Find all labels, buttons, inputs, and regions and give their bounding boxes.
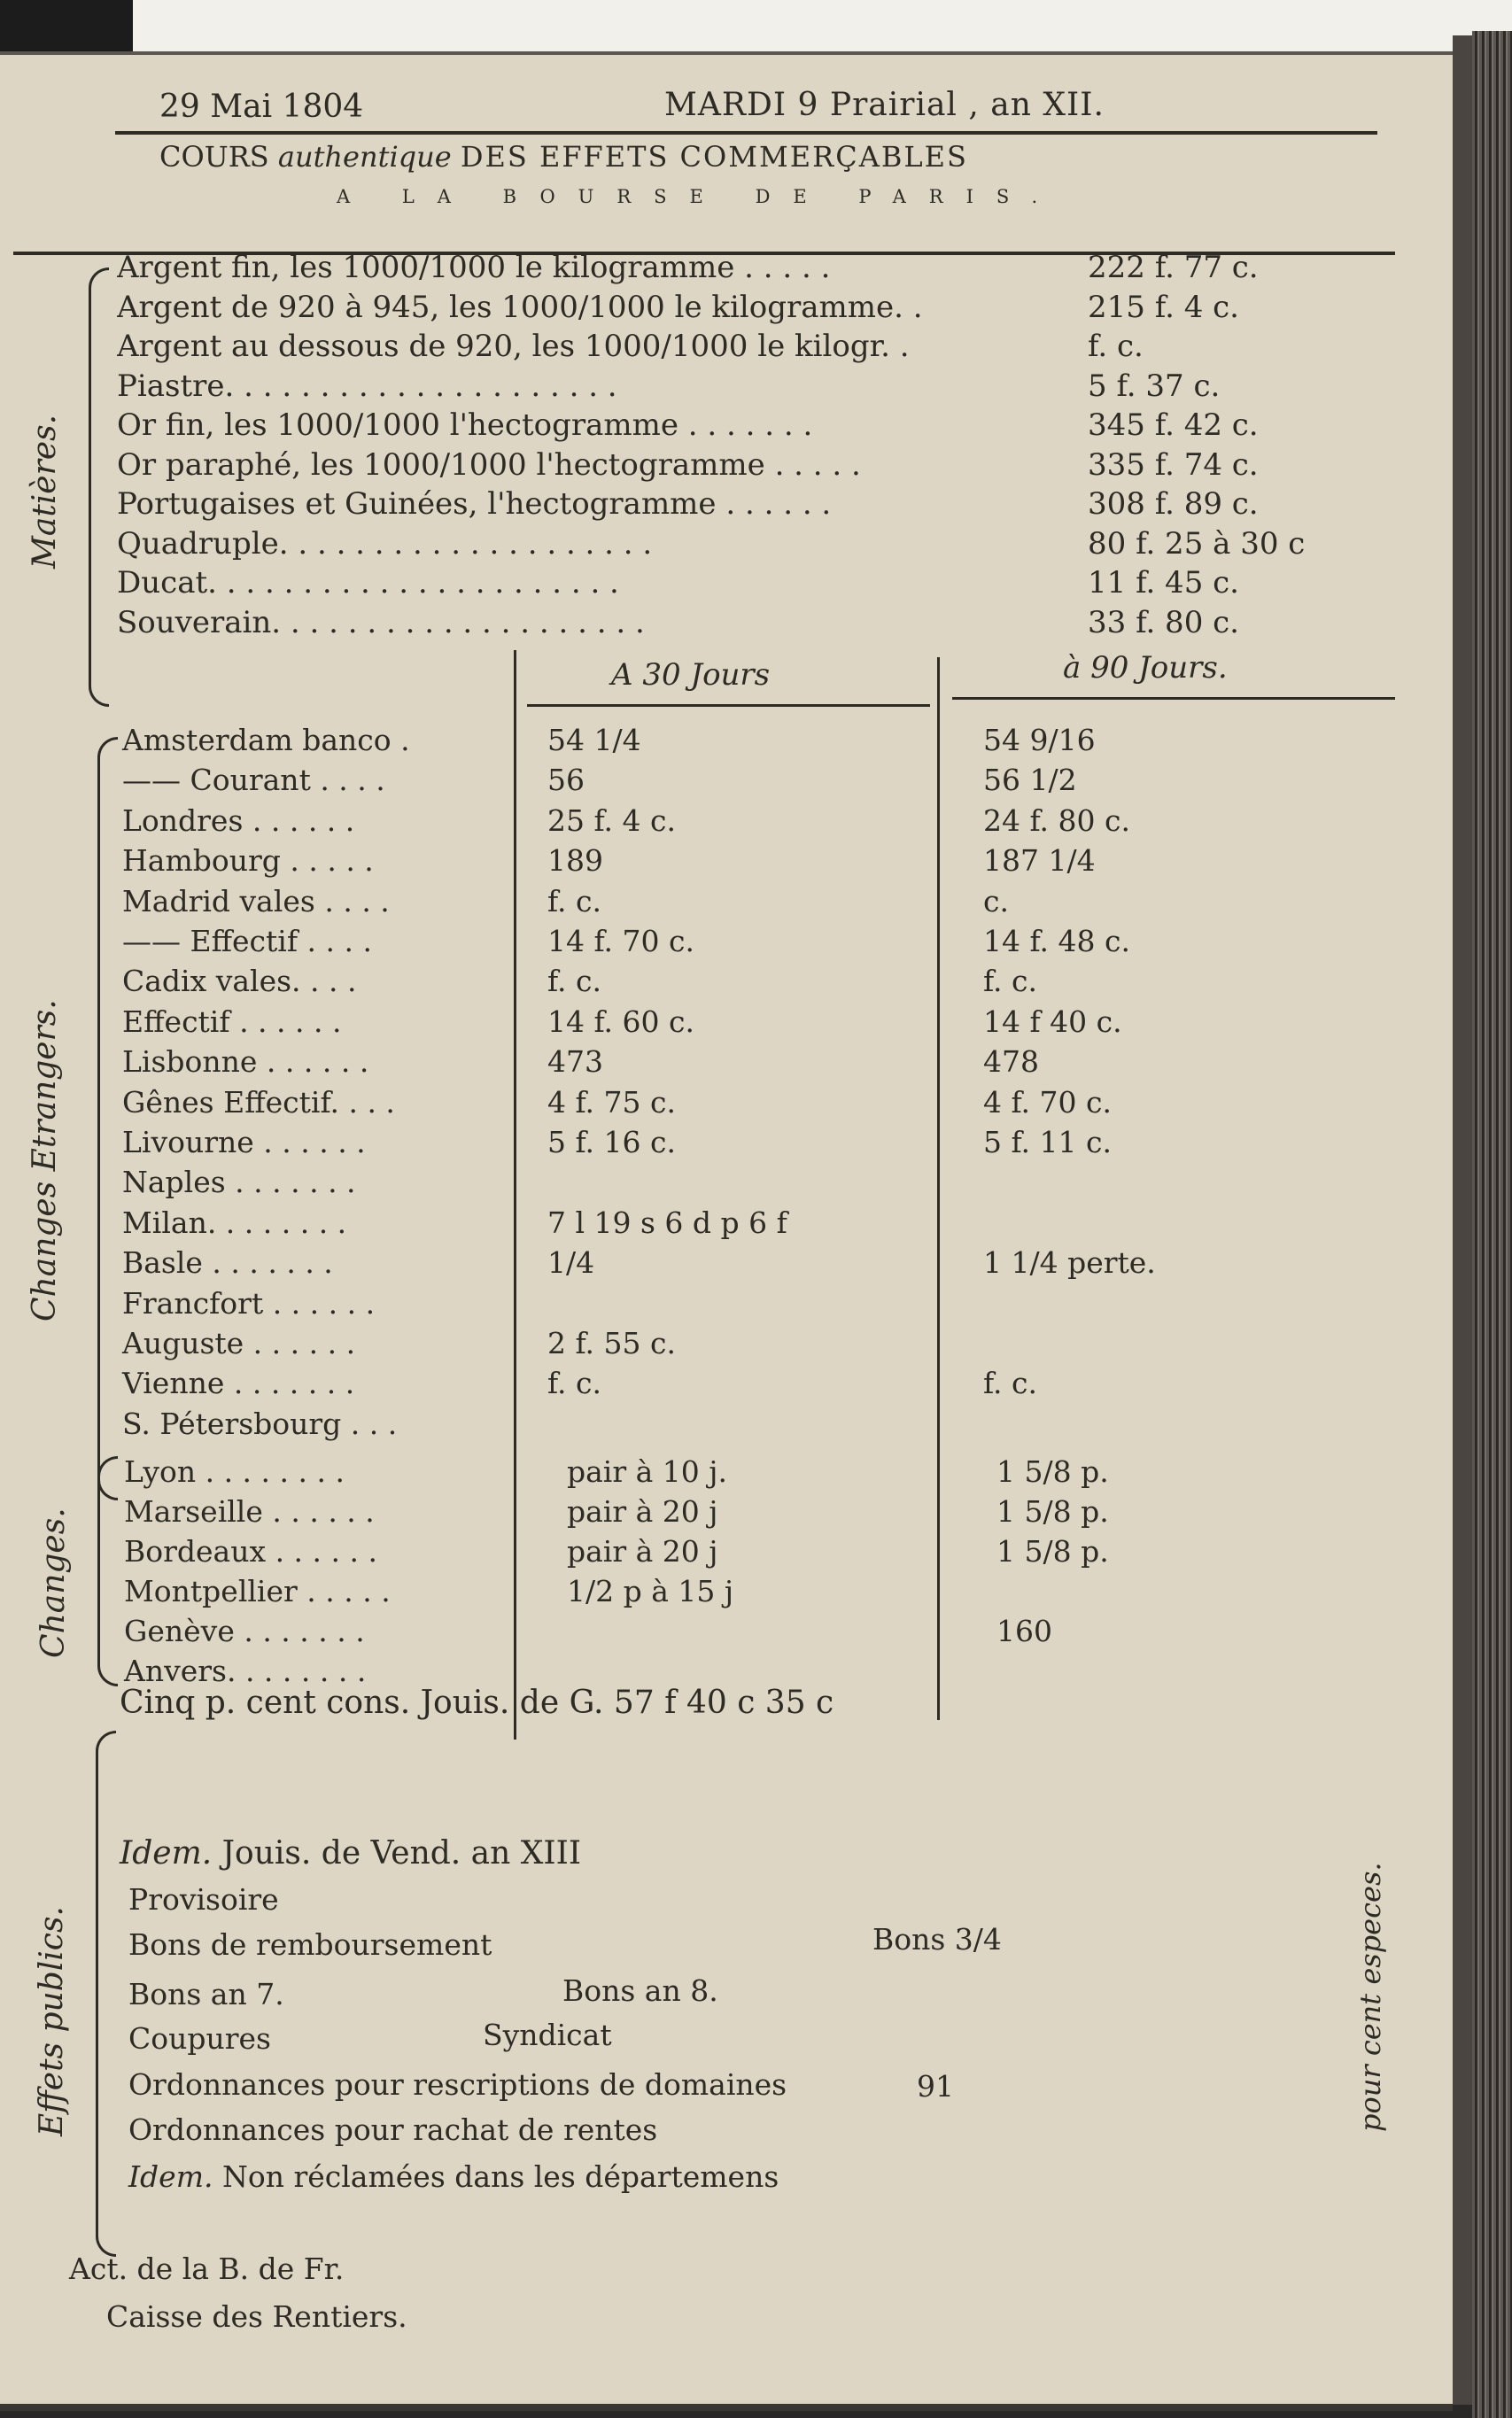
etranger-value-30: 4 f. 75 c. xyxy=(547,1084,676,1120)
change-place: Montpellier . . . . . xyxy=(124,1574,391,1608)
matiere-name: Argent fin, les 1000/1000 le kilogramme . . . . . xyxy=(117,250,831,285)
cinq-pour-cent: Cinq p. cent cons. Jouis. de G. 57 f 40 c 35 c xyxy=(120,1685,834,1721)
etranger-value-90: 4 f. 70 c. xyxy=(983,1084,1112,1120)
ordonnances-rachat: Ordonnances pour rachat de rentes xyxy=(128,2112,658,2147)
top-strip xyxy=(0,0,1512,53)
changes-label: Changes. xyxy=(35,1507,72,1658)
changes-brace xyxy=(97,1456,118,1686)
etranger-value-30: 14 f. 60 c. xyxy=(547,1004,694,1039)
etranger-value-90: 478 xyxy=(983,1044,1039,1080)
etranger-place: Effectif . . . . . . xyxy=(122,1004,342,1039)
etranger-value-30: f. c. xyxy=(547,1366,601,1401)
bons-an-7: Bons an 7. xyxy=(128,1977,284,2011)
change-place: Anvers. . . . . . . . xyxy=(124,1654,367,1688)
etranger-place: —— Effectif . . . . xyxy=(122,924,372,958)
etranger-value-30: 473 xyxy=(547,1044,603,1080)
bons-remboursement: Bons de remboursement xyxy=(128,1927,492,1962)
etranger-value-90: 14 f 40 c. xyxy=(983,1004,1122,1039)
effets-publics-brace xyxy=(96,1731,116,2257)
etranger-value-90: 187 1/4 xyxy=(983,843,1096,879)
effets-publics-label: Effets publics. xyxy=(34,1906,70,2136)
change-value-30: pair à 10 j. xyxy=(567,1454,727,1489)
etranger-value-30: 25 f. 4 c. xyxy=(547,802,676,838)
page-subtitle: A LA BOURSE DE PARIS. xyxy=(337,186,1061,207)
matiere-value: 215 f. 4 c. xyxy=(1088,289,1239,325)
matiere-value: 33 f. 80 c. xyxy=(1088,604,1239,640)
change-place: Genève . . . . . . . xyxy=(124,1614,365,1648)
matiere-name: Or fin, les 1000/1000 l'hectogramme . . . . . . . xyxy=(117,407,813,443)
matiere-name: Argent de 920 à 945, les 1000/1000 le kilogramme. . xyxy=(117,289,923,325)
etranger-value-90: 56 1/2 xyxy=(983,763,1077,798)
matieres-label: Matières. xyxy=(27,414,63,569)
etranger-place: —— Courant . . . . xyxy=(122,763,385,798)
bons-an-8: Bons an 8. xyxy=(562,1973,718,2008)
actions-banque: Act. de la B. de Fr. xyxy=(69,2251,345,2286)
caisse-rentiers: Caisse des Rentiers. xyxy=(106,2299,407,2334)
dark-tab xyxy=(0,0,133,53)
changes-etrangers-label: Changes Etrangers. xyxy=(27,999,63,1321)
idem-jouis-vend: Idem. Jouis. de Vend. an XIII xyxy=(120,1835,582,1872)
etranger-value-30: 7 l 19 s 6 d p 6 f xyxy=(547,1205,787,1240)
etranger-place: Milan. . . . . . . . xyxy=(122,1205,347,1240)
etranger-value-30: f. c. xyxy=(547,883,601,918)
etranger-value-90: f. c. xyxy=(983,964,1037,999)
provisoire: Provisoire xyxy=(128,1882,279,1917)
etranger-value-30: 56 xyxy=(547,763,585,798)
etranger-value-30: 189 xyxy=(547,843,603,879)
etranger-value-30: 2 f. 55 c. xyxy=(547,1326,676,1360)
matiere-value: 222 f. 77 c. xyxy=(1088,250,1259,285)
matiere-value: 5 f. 37 c. xyxy=(1088,368,1221,404)
etranger-value-90: f. c. xyxy=(983,1366,1037,1401)
book-edge xyxy=(1453,35,1472,2405)
etranger-place: Basle . . . . . . . xyxy=(122,1245,333,1281)
matiere-name: Piastre. . . . . . . . . . . . . . . . . . . . . xyxy=(117,368,617,404)
column-header-90: à 90 Jours. xyxy=(1063,650,1228,686)
change-value-90: 1 5/8 p. xyxy=(996,1494,1109,1529)
change-value-30: 1/2 p à 15 j xyxy=(567,1574,734,1608)
etranger-value-90: 14 f. 48 c. xyxy=(983,924,1130,958)
matiere-name: Or paraphé, les 1000/1000 l'hectogramme . . . . . xyxy=(117,446,861,483)
etranger-place: Hambourg . . . . . xyxy=(122,843,374,879)
etranger-value-30: 5 f. 16 c. xyxy=(547,1125,676,1159)
etranger-place: S. Pétersbourg . . . xyxy=(122,1406,398,1441)
date-republican: MARDI 9 Prairial , an XII. xyxy=(664,87,1105,123)
col90-underline xyxy=(952,697,1395,700)
ordonnances-rescriptions-value: 91 xyxy=(917,2069,954,2104)
etranger-value-30: 54 1/4 xyxy=(547,723,641,757)
matiere-name: Quadruple. . . . . . . . . . . . . . . . . . . . xyxy=(117,525,653,562)
page-title: COURS authentique DES EFFETS COMMERÇABLES xyxy=(159,140,968,174)
etranger-place: Madrid vales . . . . xyxy=(122,883,390,918)
page-stack-edge xyxy=(1472,31,1512,2418)
etranger-place: Londres . . . . . . xyxy=(122,802,355,838)
change-place: Bordeaux . . . . . . xyxy=(124,1534,377,1569)
etranger-value-90: c. xyxy=(983,883,1009,918)
change-value-30: pair à 20 j xyxy=(567,1494,718,1529)
etranger-place: Auguste . . . . . . xyxy=(122,1326,356,1360)
coupures: Coupures xyxy=(128,2021,271,2056)
col30-divider-left xyxy=(514,650,516,1740)
syndicat: Syndicat xyxy=(483,2018,612,2052)
etranger-value-90: 1 1/4 perte. xyxy=(983,1245,1156,1281)
matieres-brace xyxy=(89,267,109,707)
bons-3-4: Bons 3/4 xyxy=(872,1922,1002,1957)
etranger-value-90: 5 f. 11 c. xyxy=(983,1125,1112,1159)
col30-underline xyxy=(527,704,930,707)
etranger-place: Vienne . . . . . . . xyxy=(122,1366,355,1401)
matiere-value: 11 f. 45 c. xyxy=(1088,565,1239,601)
pour-cent-especes-label: pour cent especes. xyxy=(1353,1862,1387,2132)
matiere-name: Argent au dessous de 920, les 1000/1000 le kilogr. . xyxy=(117,329,910,364)
date-gregorian: 29 Mai 1804 xyxy=(159,89,364,125)
matiere-value: 335 f. 74 c. xyxy=(1088,446,1259,483)
etranger-place: Francfort . . . . . . xyxy=(122,1285,376,1321)
etranger-place: Naples . . . . . . . xyxy=(122,1165,356,1200)
etranger-place: Livourne . . . . . . xyxy=(122,1125,366,1159)
etranger-value-30: 1/4 xyxy=(547,1245,595,1281)
matiere-value: 308 f. 89 c. xyxy=(1088,486,1259,522)
matiere-value: f. c. xyxy=(1088,329,1144,364)
change-value-90: 160 xyxy=(996,1614,1052,1648)
etranger-place: Cadix vales. . . . xyxy=(122,964,357,999)
col90-divider xyxy=(937,657,940,1720)
etranger-place: Amsterdam banco . xyxy=(122,723,410,757)
changes-etrangers-brace xyxy=(97,737,118,1500)
matiere-name: Portugaises et Guinées, l'hectogramme . . . . . . xyxy=(117,486,832,522)
etranger-place: Lisbonne . . . . . . xyxy=(122,1044,369,1080)
printed-page xyxy=(0,51,1453,2411)
matiere-name: Souverain. . . . . . . . . . . . . . . . . . . . xyxy=(117,604,645,640)
etranger-place: Gênes Effectif. . . . xyxy=(122,1084,395,1120)
etranger-value-30: f. c. xyxy=(547,964,601,999)
change-value-30: pair à 20 j xyxy=(567,1534,718,1569)
ordonnances-rescriptions: Ordonnances pour rescriptions de domaines xyxy=(128,2067,787,2102)
matiere-value: 345 f. 42 c. xyxy=(1088,407,1259,443)
etranger-value-90: 24 f. 80 c. xyxy=(983,802,1130,838)
matiere-value: 80 f. 25 à 30 c xyxy=(1088,525,1306,562)
header-rule xyxy=(115,131,1377,135)
change-place: Marseille . . . . . . xyxy=(124,1494,375,1529)
column-header-30: A 30 Jours xyxy=(611,657,771,693)
change-value-90: 1 5/8 p. xyxy=(996,1534,1109,1569)
change-value-90: 1 5/8 p. xyxy=(996,1454,1109,1489)
matiere-name: Ducat. . . . . . . . . . . . . . . . . . . . . . xyxy=(117,565,619,601)
idem-non-reclamees: Idem. Non réclamées dans les départemens xyxy=(128,2159,779,2194)
change-place: Lyon . . . . . . . . xyxy=(124,1454,345,1489)
etranger-value-90: 54 9/16 xyxy=(983,723,1096,757)
etranger-value-30: 14 f. 70 c. xyxy=(547,924,694,958)
